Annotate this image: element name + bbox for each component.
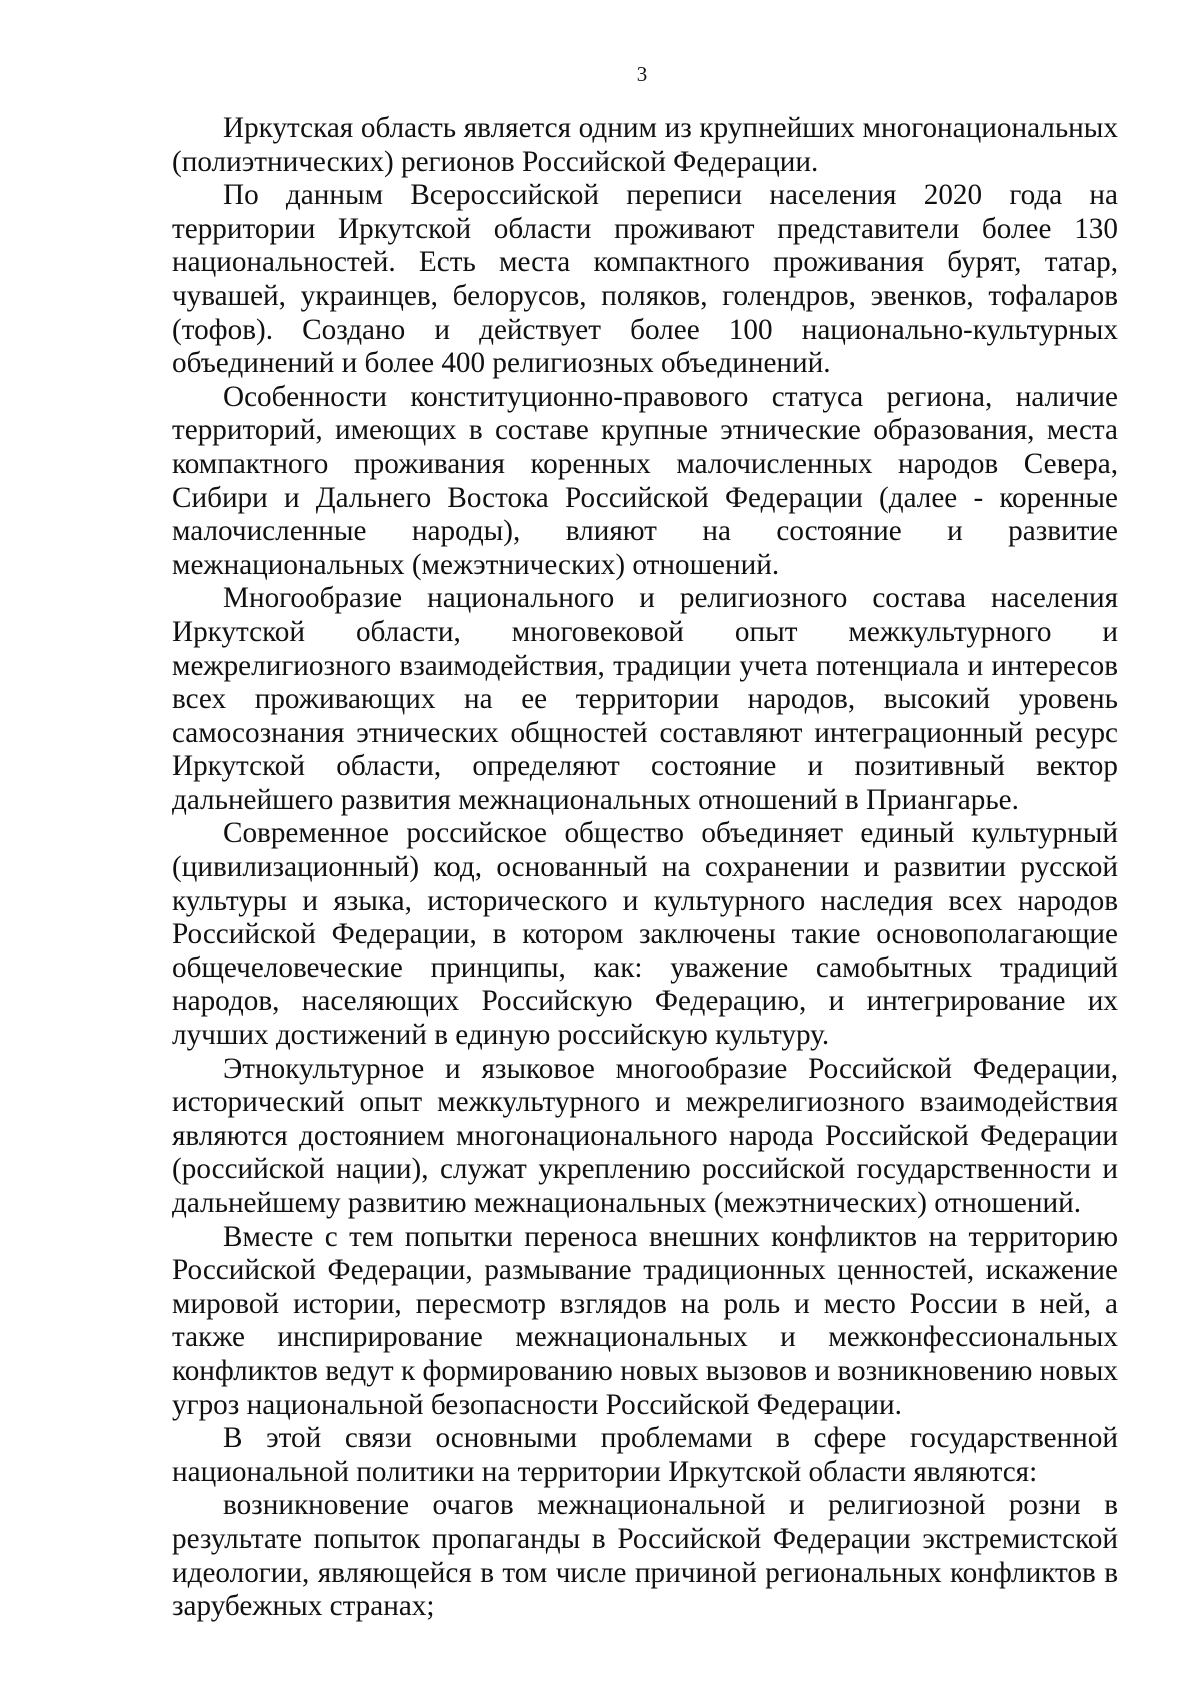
paragraph-constitutional-features: Особенности конституционно-правового статуса региона, наличие территорий, имеющих в составе крупные этнические образования, места компактного проживания коренных малочисленных народов Севера, Сибири и Дальнего Востока Российской Федерации (далее - коренные малочисленные народы), влияют на состояние и развитие межнациональных (межэтнических) отношений. <box>172 380 1118 581</box>
paragraph-ethnocultural-diversity: Этнокультурное и языковое многообразие Российской Федерации, исторический опыт межкультурного и межрелигиозного взаимодействия являются достоянием многонационального народа Российской Федерации (российской нации), служат укреплению российской государственности и дальнейшему развитию межнациональных (межэтнических) отношений. <box>172 1052 1118 1219</box>
page-number: 3 <box>636 62 648 86</box>
paragraph-diversity-resource: Многообразие национального и религиозного состава населения Иркутской области, многовековой опыт межкультурного и межрелигиозного взаимодействия, традиции учета потенциала и интересов всех проживающих на ее территории народов, высокий уровень самосознания этнических общностей составляют интеграционный ресурс Иркутской области, определяют состояние и позитивный вектор дальнейшего развития межнациональных отношений в Приангарье. <box>172 582 1118 816</box>
document-body <box>172 112 1118 1624</box>
paragraph-main-problems: В этой связи основными проблемами в сфере государственной национальной политики на территории Иркутской области являются: <box>172 1422 1118 1488</box>
paragraph-problem-extremism: возникновение очагов межнациональной и религиозной розни в результате попыток пропаганды в Российской Федерации экстремистской идеологии, являющейся в том числе причиной региональных конфликтов в зарубежных странах; <box>172 1489 1118 1623</box>
paragraph-cultural-code: Современное российское общество объединяет единый культурный (цивилизационный) код, основанный на сохранении и развитии русской культуры и языка, исторического и культурного наследия всех народов Российской Федерации, в котором заключены такие основополагающие общечеловеческие принципы, как: уважение самобытных традиций народов, населяющих Российскую Федерацию, и интегрирование их лучших достижений в единую российскую культуру. <box>172 817 1118 1052</box>
paragraph-census-data: По данным Всероссийской переписи населения 2020 года на территории Иркутской области проживают представители более 130 национальностей. Есть места компактного проживания бурят, татар, чувашей, украинцев, белорусов, поляков, голендров, эвенков, тофаларов (тофов). Создано и действует более 100 национально-культурных объединений и более 400 религиозных объединений. <box>172 179 1118 380</box>
paragraph-region-overview: Иркутская область является одним из крупнейших многонациональных (полиэтнических) регионов Российской Федерации. <box>172 112 1118 178</box>
paragraph-new-threats: Вместе с тем попытки переноса внешних конфликтов на территорию Российской Федерации, размывание традиционных ценностей, искажение мировой истории, пересмотр взглядов на роль и место России в ней, а также инспирирование межнациональных и межконфессиональных конфликтов ведут к формированию новых вызовов и возникновению новых угроз национальной безопасности Российской Федерации. <box>172 1220 1118 1421</box>
